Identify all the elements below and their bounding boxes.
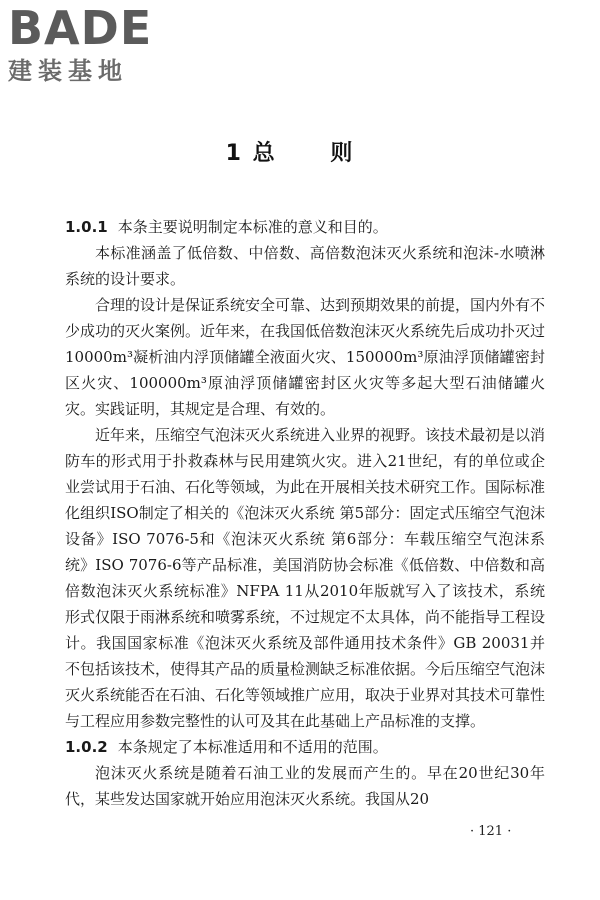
body-text	[65, 214, 545, 812]
clause-number: 1.0.1	[65, 218, 108, 236]
paragraph: 本标准涵盖了低倍数、中倍数、高倍数泡沫灭火系统和泡沫-水喷淋系统的设计要求。	[65, 244, 545, 288]
logo-wordmark: BADE	[8, 1, 153, 55]
chapter-number: 1	[225, 141, 241, 166]
page-number: · 121 ·	[470, 824, 512, 839]
logo-subtitle: 建装基地	[8, 57, 128, 85]
clause-number: 1.0.2	[65, 738, 108, 756]
paragraph: 合理的设计是保证系统安全可靠、达到预期效果的前提，国内外有不少成功的灭火案例。近年来，在我国低倍数泡沫灭火系统先后成功扑灭过10000m³凝析油内浮顶储罐全液面火灾、150000m³原油浮顶储罐密封区火灾、100000m³原油浮顶储罐密封区火灾等多起大型石油储罐火灾。实践证明，其规定是合理、有效的。	[65, 296, 546, 418]
clause-text: 本条主要说明制定本标准的意义和目的。	[117, 218, 388, 236]
chapter-title-text: 总 则	[252, 141, 375, 166]
clause-paragraph	[65, 214, 545, 240]
publisher-logo	[8, 1, 178, 86]
paragraph: 近年来，压缩空气泡沫灭火系统进入业界的视野。该技术最初是以消防车的形式用于扑救森林与民用建筑火灾。进入21世纪，有的单位或企业尝试用于石油、石化等领域，为此在开展相关技术研究工作。国际标准化组织ISO制定了相关的《泡沫灭火系统 第5部分：固定式压缩空气泡沫设备》ISO 7076-5和《泡沫灭火系统 第6部分：车载压缩空气泡沫系统》ISO 7076-6等产品标准，美国消防协会标准《低倍数、中倍数和高倍数泡沫灭火系统标准》NFPA 11从2010年版就写入了该技术，系统形式仅限于雨淋系统和喷雾系统，不过规定不太具体，尚不能指导工程设计。我国国家标准《泡沫灭火系统及部件通用技术条件》GB 20031并不包括该技术，使得其产品的质量检测缺乏标准依据。今后压缩空气泡沫灭火系统能否在石油、石化等领域推广应用，取决于业界对其技术可靠性与工程应用参数完整性的认可及其在此基础上产品标准的支撑。	[65, 426, 546, 730]
chapter-title	[0, 136, 600, 172]
clause-text: 本条规定了本标准适用和不适用的范围。	[117, 738, 388, 756]
paragraph: 泡沫灭火系统是随着石油工业的发展而产生的。早在20世纪30年代，某些发达国家就开始应用泡沫灭火系统。我国从20	[65, 764, 545, 808]
clause-paragraph	[65, 734, 545, 760]
